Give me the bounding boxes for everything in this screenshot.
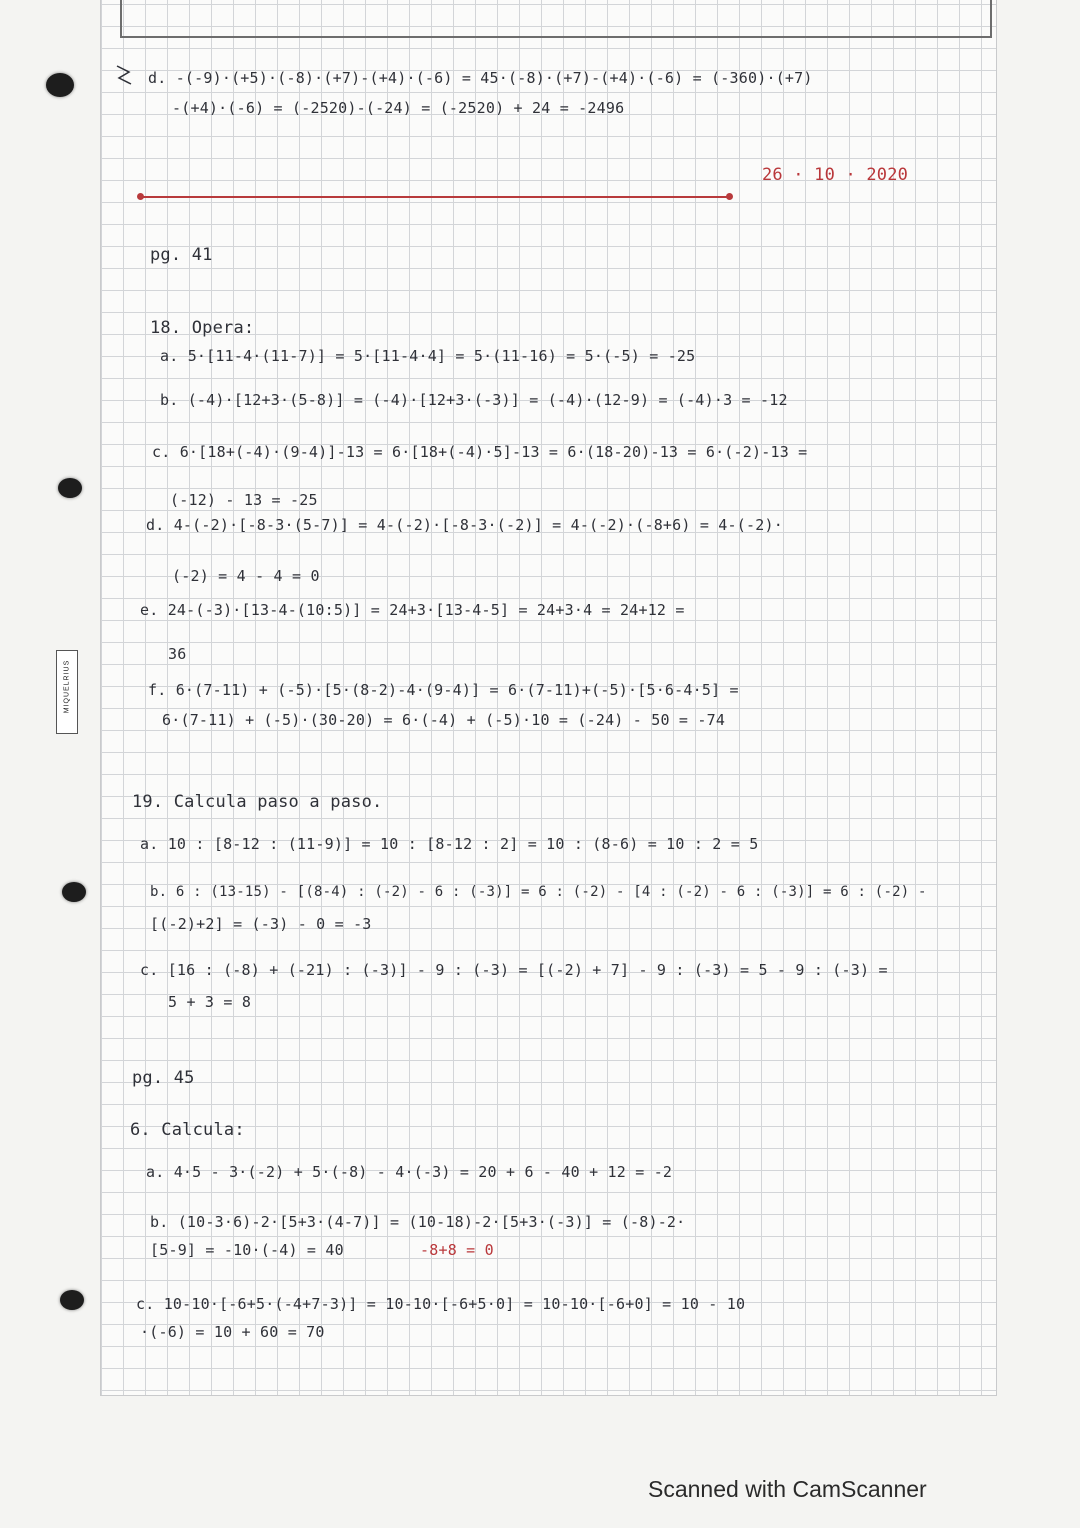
exercise-6b-line-2: [5-9] = -10·(-4) = 40 <box>150 1241 344 1259</box>
exercise-18e-line-1: e. 24-(-3)·[13-4-(10:5)] = 24+3·[13-4-5] = 24+3·4 = 24+12 = <box>140 601 685 619</box>
exercise-6b-check: -8+8 = 0 <box>420 1241 494 1259</box>
exercise-18f-line-2: 6·(7-11) + (-5)·(30-20) = 6·(-4) + (-5)·10 = (-24) - 50 = -74 <box>162 711 726 729</box>
exercise-19-heading: 19. Calcula paso a paso. <box>132 792 383 812</box>
exercise-6b-line-1: b. (10-3·6)-2·[5+3·(4-7)] = (10-18)-2·[5+3·(-3)] = (-8)-2· <box>150 1213 686 1231</box>
exercise-18d-line-1: d. 4-(-2)·[-8-3·(5-7)] = 4-(-2)·[-8-3·(-2)] = 4-(-2)·(-8+6) = 4-(-2)· <box>146 516 783 534</box>
exercise-d-line-1: d. -(-9)·(+5)·(-8)·(+7)-(+4)·(-6) = 45·(-8)·(+7)-(+4)·(-6) = (-360)·(+7) <box>148 69 813 87</box>
exercise-19c-line-2: 5 + 3 = 8 <box>168 993 252 1011</box>
exercise-19b-line-2: [(-2)+2] = (-3) - 0 = -3 <box>150 915 372 933</box>
exercise-18c-line-1: c. 6·[18+(-4)·(9-4)]-13 = 6·[18+(-4)·5]-13 = 6·(18-20)-13 = 6·(-2)-13 = <box>152 443 808 461</box>
exercise-18a: a. 5·[11-4·(11-7)] = 5·[11-4·4] = 5·(11-16) = 5·(-5) = -25 <box>160 347 696 365</box>
exercise-19b-line-1: b. 6 : (13-15) - [(8-4) : (-2) - 6 : (-3)] = 6 : (-2) - [4 : (-2) - 6 : (-3)] = 6 : (-2) - <box>150 884 927 900</box>
exercise-18b: b. (-4)·[12+3·(5-8)] = (-4)·[12+3·(-3)] = (-4)·(12-9) = (-4)·3 = -12 <box>160 391 788 409</box>
exercise-19a: a. 10 : [8-12 : (11-9)] = 10 : [8-12 : 2] = 10 : (8-6) = 10 : 2 = 5 <box>140 835 759 853</box>
binder-hole-1 <box>46 73 74 97</box>
exercise-18c-line-2: (-12) - 13 = -25 <box>170 491 318 509</box>
pen-scribble-icon <box>115 62 137 90</box>
exercise-18f-line-1: f. 6·(7-11) + (-5)·[5·(8-2)-4·(9-4)] = 6·(7-11)+(-5)·[5·6-4·5] = <box>148 681 739 699</box>
notebook-brand-tab <box>56 650 78 734</box>
scanner-watermark: Scanned with CamScanner <box>648 1476 927 1502</box>
previous-answer-box <box>120 0 992 38</box>
binder-hole-3 <box>62 882 86 902</box>
exercise-18e-line-2: 36 <box>168 645 187 663</box>
date-label: 26 · 10 · 2020 <box>762 165 909 185</box>
exercise-6a: a. 4·5 - 3·(-2) + 5·(-8) - 4·(-3) = 20 + 6 - 40 + 12 = -2 <box>146 1163 673 1181</box>
exercise-6c-line-2: ·(-6) = 10 + 60 = 70 <box>140 1323 325 1341</box>
exercise-6-heading: 6. Calcula: <box>130 1120 245 1140</box>
binder-hole-2 <box>58 478 82 498</box>
exercise-18-heading: 18. Opera: <box>150 318 255 338</box>
page-reference-41: pg. 41 <box>150 245 213 265</box>
date-divider-line <box>140 196 730 198</box>
exercise-18d-line-2: (-2) = 4 - 4 = 0 <box>172 567 320 585</box>
exercise-6c-line-1: c. 10-10·[-6+5·(-4+7-3)] = 10-10·[-6+5·0] = 10-10·[-6+0] = 10 - 10 <box>136 1295 746 1313</box>
exercise-d-line-2: -(+4)·(-6) = (-2520)-(-24) = (-2520) + 24 = -2496 <box>172 99 625 117</box>
page-reference-45: pg. 45 <box>132 1068 195 1088</box>
binder-hole-4 <box>60 1290 84 1310</box>
brand-label: MIQUELRIUS <box>63 659 71 714</box>
exercise-19c-line-1: c. [16 : (-8) + (-21) : (-3)] - 9 : (-3) = [(-2) + 7] - 9 : (-3) = 5 - 9 : (-3) = <box>140 961 888 979</box>
